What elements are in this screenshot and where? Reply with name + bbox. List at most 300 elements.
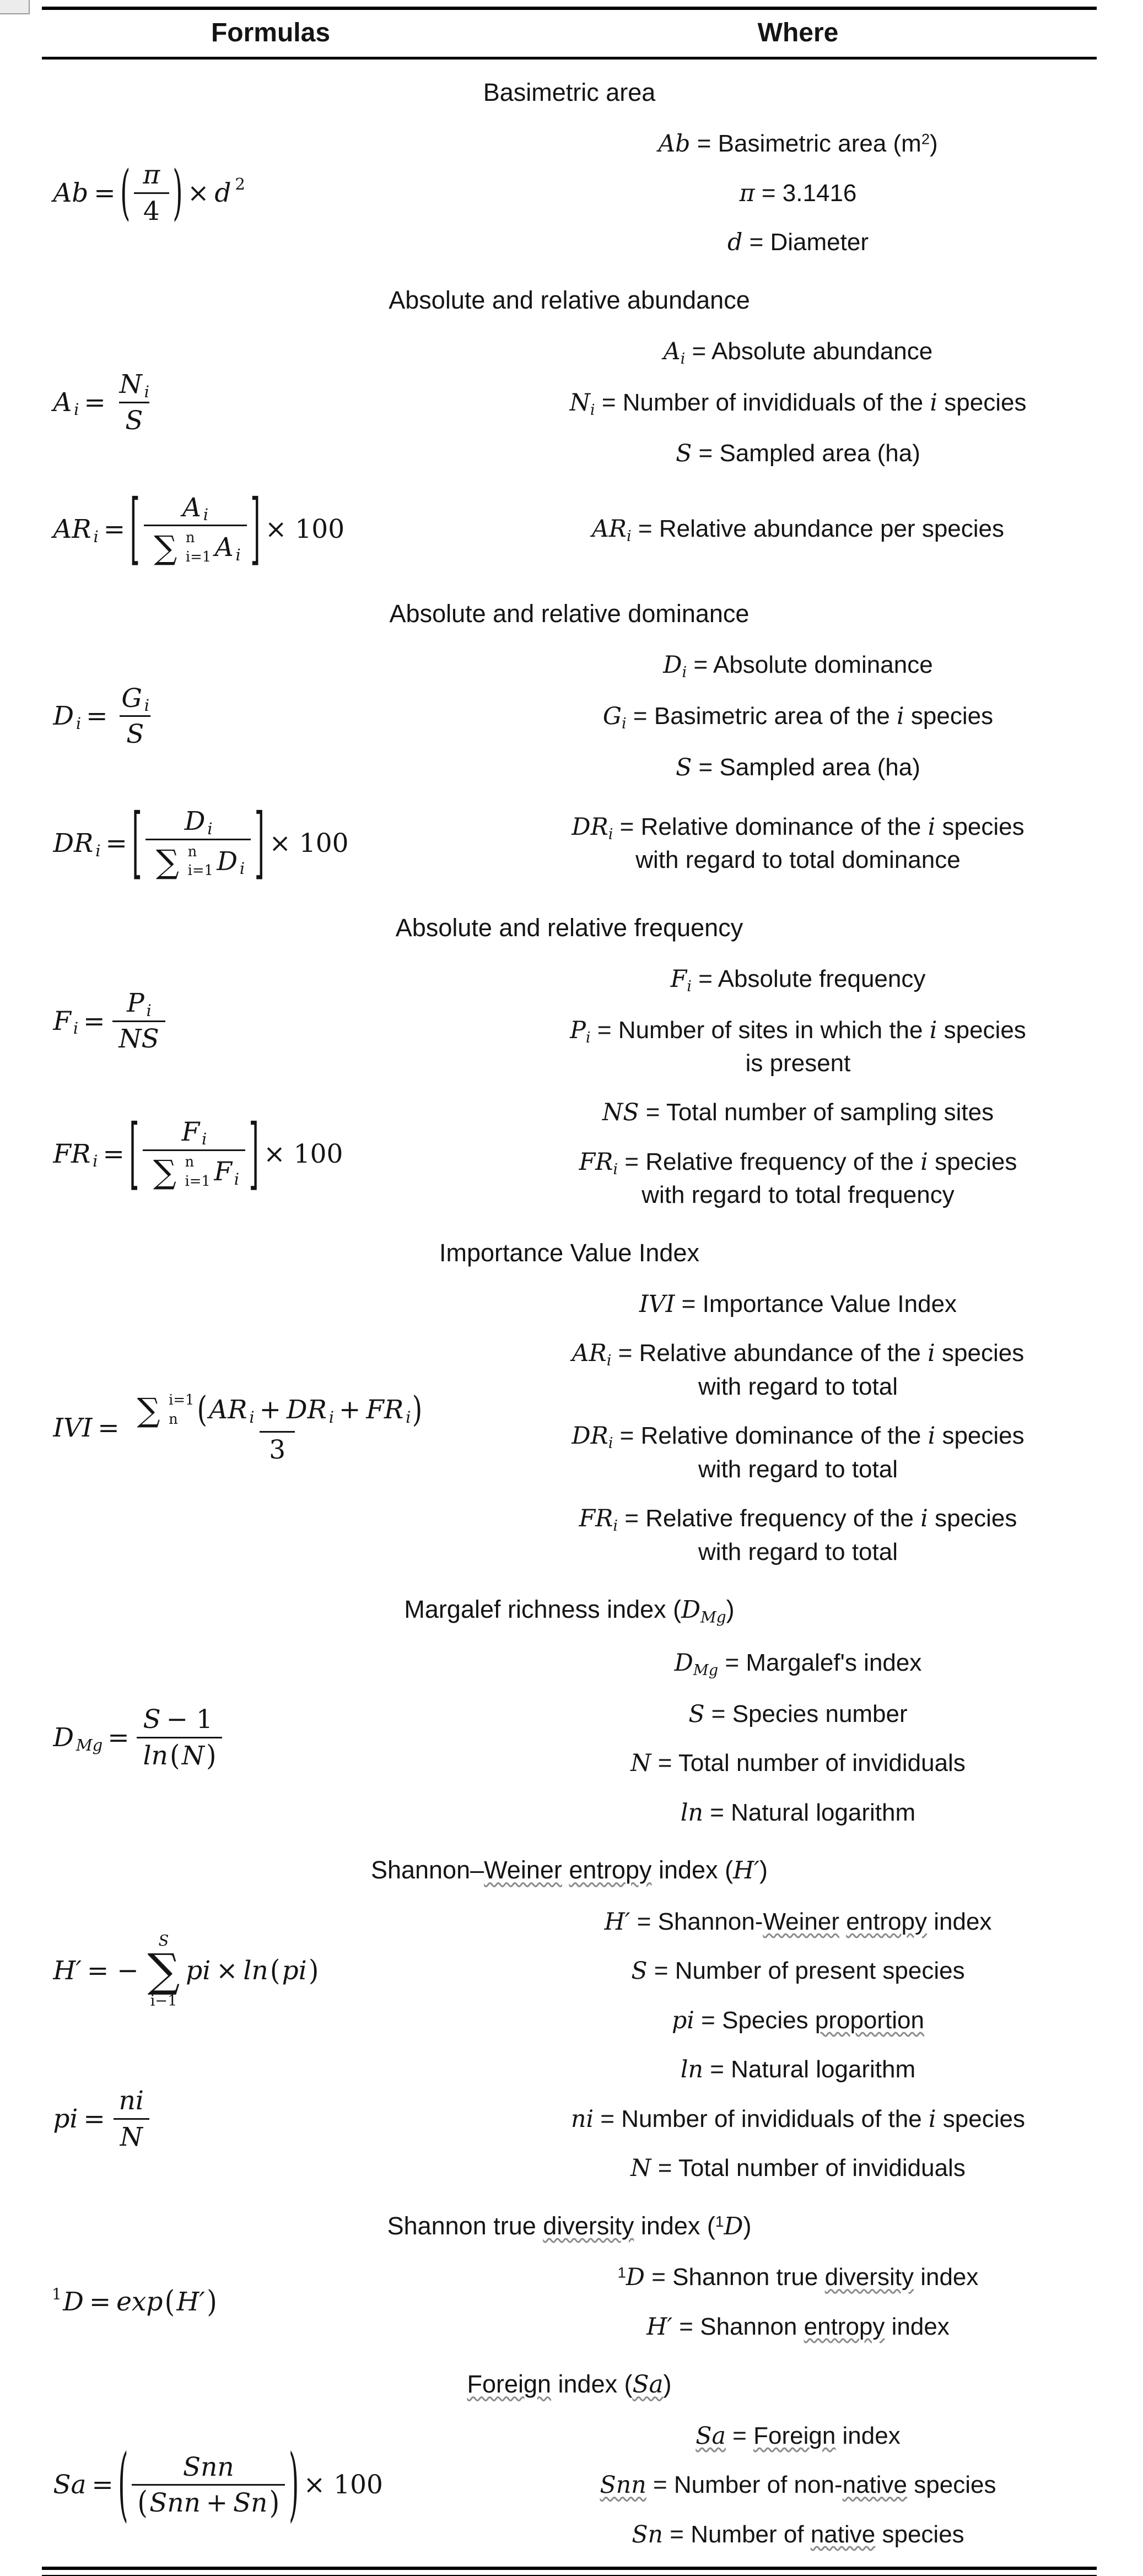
where-line <box>499 963 1097 997</box>
text-segment: i <box>920 1148 928 1176</box>
math-subscript <box>93 527 99 546</box>
text-segment <box>839 1908 846 1935</box>
where-line <box>499 1698 1097 1730</box>
section-title <box>42 2369 1097 2400</box>
where-line <box>499 811 1097 876</box>
math-base <box>180 1117 201 1147</box>
math-subscript <box>405 1408 412 1427</box>
text-segment: = Shannon true <box>645 2264 825 2291</box>
formula-where-row <box>42 119 1097 267</box>
math-operator: ∑ <box>153 1153 176 1191</box>
formulas-table <box>42 7 1097 2576</box>
where-line <box>499 336 1097 369</box>
math-variable: AR <box>53 514 91 545</box>
where-line <box>499 1647 1097 1681</box>
formula-where-row <box>42 327 1097 478</box>
math-variable: A <box>182 492 201 523</box>
math-numerator <box>137 1704 222 1735</box>
formula-cell <box>42 2071 499 2167</box>
text-segment: = Shannon- <box>630 1908 763 1935</box>
math-operator: × <box>269 828 291 858</box>
math-row <box>52 2438 387 2532</box>
formula-cell <box>42 355 499 450</box>
math-base <box>52 701 75 731</box>
math-operator: = <box>84 387 106 418</box>
math-operator: + <box>206 2488 228 2519</box>
math-scripted <box>181 493 209 523</box>
math-base <box>118 369 143 399</box>
text-segment: entropy <box>804 2313 885 2340</box>
math-big-operator <box>148 1934 180 2009</box>
math-operator: = <box>83 1006 105 1036</box>
text-segment: = Relative abundance per species <box>631 515 1004 542</box>
math-denominator <box>260 1431 295 1465</box>
math-variable: i <box>76 714 82 733</box>
math-variable: i <box>93 1152 98 1171</box>
math-fraction <box>143 1117 245 1191</box>
table-header-row <box>42 10 1097 57</box>
text-segment: i <box>613 1161 618 1179</box>
math-numerator <box>137 160 166 190</box>
math-operator: = <box>98 1412 120 1443</box>
where-cell <box>499 1279 1097 1576</box>
math-operator: = <box>94 177 116 208</box>
math-variable: i <box>144 382 149 401</box>
math-variable: S <box>143 1704 161 1735</box>
text-segment: Foreign <box>467 2370 552 2399</box>
where-cell <box>499 2411 1097 2559</box>
math-operator: × <box>216 1956 238 1986</box>
math-variable: F <box>181 1116 200 1147</box>
text-segment: proportion <box>815 2006 924 2034</box>
text-segment: = Natural logarithm <box>703 2056 916 2083</box>
math-denominator <box>120 715 150 749</box>
math-operator: ∑ <box>137 1391 160 1429</box>
text-segment: d <box>727 229 743 257</box>
math-variable: FR <box>53 1138 91 1169</box>
math-variable: H′ <box>53 1956 82 1986</box>
text-segment: species <box>937 1016 1026 1044</box>
math-base <box>365 1395 405 1425</box>
text-segment: = Total number of sampling sites <box>639 1099 994 1126</box>
where-line <box>499 1097 1097 1128</box>
formula-where-row <box>42 1088 1097 1219</box>
text-segment: species <box>935 1422 1025 1450</box>
math-fraction <box>137 1704 222 1771</box>
text-segment: = Natural logarithm <box>703 1799 916 1826</box>
math-scripted <box>52 514 99 547</box>
math-fraction <box>132 2452 285 2519</box>
math-row <box>52 369 158 436</box>
math-subscript <box>201 1130 208 1148</box>
text-segment: index <box>927 1908 992 1935</box>
math-operator: = <box>103 514 126 545</box>
formula-where-row <box>42 792 1097 895</box>
text-segment: Shannon true <box>387 2211 543 2240</box>
math-subscript <box>328 1408 335 1427</box>
math-variable: Ab <box>53 177 89 208</box>
math-operator: 2 <box>235 175 245 194</box>
math-scripted <box>215 846 246 877</box>
text-segment: Margalef richness index ( <box>404 1595 682 1623</box>
math-denominator <box>114 2118 149 2152</box>
formula-cell <box>42 1103 499 1206</box>
where-line <box>499 2519 1097 2550</box>
text-segment: i <box>626 527 632 545</box>
math-row <box>129 2452 288 2519</box>
text-segment: index ( <box>634 2211 715 2240</box>
math-subscript <box>235 546 241 564</box>
math-close-delimiter: ) <box>269 2485 280 2521</box>
table-bottom <box>42 2567 1097 2576</box>
section <box>42 1238 1097 1576</box>
math-scripted <box>52 387 80 418</box>
math-base <box>52 1139 92 1169</box>
math-operator: i−1 <box>150 1992 177 2010</box>
text-segment: D <box>663 651 682 679</box>
math-operator: n <box>169 1411 178 1428</box>
math-operator: ∑ <box>156 842 179 881</box>
math-base <box>52 514 93 544</box>
math-scripted <box>285 1395 335 1425</box>
math-variable: D <box>53 1722 74 1753</box>
math-open-delimiter: ( <box>270 1954 281 1988</box>
text-segment: Importance Value Index <box>439 1238 699 1267</box>
text-segment: i <box>621 715 627 733</box>
where-line <box>499 700 1097 734</box>
text-segment: DR <box>572 813 608 841</box>
text-segment: index <box>885 2313 950 2340</box>
math-variable: i <box>239 859 245 878</box>
text-segment: Sa <box>695 2422 726 2450</box>
text-segment: Absolute and relative frequency <box>395 913 743 942</box>
text-segment: ) <box>759 1856 768 1884</box>
math-variable: S <box>126 719 144 750</box>
formula-where-row <box>42 954 1097 1088</box>
text-segment: Ab <box>658 130 691 158</box>
math-lower-limit <box>148 1994 180 2008</box>
text-segment: i <box>929 1016 937 1044</box>
math-subscript <box>95 841 101 860</box>
text-segment: ln <box>680 2056 703 2084</box>
math-operator: = <box>89 2287 111 2318</box>
math-upper-limit <box>185 844 215 860</box>
formula <box>42 484 349 575</box>
math-subscript <box>202 505 209 524</box>
math-operator: × <box>187 177 209 208</box>
text-segment: 1 <box>715 2212 724 2230</box>
math-close-delimiter: ] <box>249 1108 259 1200</box>
math-open-delimiter: [ <box>130 484 140 575</box>
math-upper-limit <box>166 1392 197 1408</box>
math-base <box>120 683 143 714</box>
formula <box>42 2438 387 2532</box>
math-close-delimiter: ) <box>172 158 183 228</box>
math-scripted <box>365 1395 412 1425</box>
text-segment: A <box>663 337 681 365</box>
math-variable: N <box>120 2121 143 2152</box>
math-variable: H′ <box>176 2287 206 2318</box>
math-scripted <box>52 1139 99 1169</box>
math-variable: P <box>127 987 144 1018</box>
math-base <box>181 493 203 523</box>
math-subscript <box>72 1019 79 1038</box>
math-variable: pi <box>282 1956 307 1986</box>
where-line <box>499 2469 1097 2501</box>
text-segment: with regard to total <box>698 1538 898 1565</box>
math-variable: Sa <box>53 2470 87 2501</box>
where-line <box>499 513 1097 547</box>
math-row <box>52 988 169 1055</box>
math-variable: i <box>74 400 79 419</box>
where-cell <box>499 327 1097 478</box>
where-line <box>499 649 1097 683</box>
text-segment: = Number of invididuals of the <box>595 388 930 416</box>
text-segment: = Number of invididuals of the <box>594 2105 929 2132</box>
formula <box>42 2086 153 2152</box>
math-variable: i <box>328 1407 335 1427</box>
text-segment: = Absolute frequency <box>691 965 926 992</box>
math-operator: 1 <box>196 1704 213 1735</box>
text-segment: i <box>920 1505 928 1533</box>
math-base <box>52 1722 75 1753</box>
formula <box>42 1391 431 1465</box>
text-segment: 2 <box>921 130 930 148</box>
text-segment: Sn <box>632 2520 664 2548</box>
text-segment: ) <box>663 2370 672 2399</box>
formula <box>42 797 353 889</box>
text-segment: N <box>630 2154 651 2183</box>
math-scripted <box>180 1117 208 1147</box>
section <box>42 2211 1097 2352</box>
text-segment: species <box>907 2471 996 2499</box>
math-row <box>143 806 254 881</box>
math-lower-limit <box>184 549 214 565</box>
math-denominator <box>145 839 251 881</box>
math-variable: Sn <box>233 2488 268 2519</box>
math-denominator <box>137 1737 222 1771</box>
where-cell <box>499 119 1097 267</box>
text-segment: = Importance Value Index <box>675 1290 957 1317</box>
where-line <box>499 387 1097 420</box>
math-base <box>183 806 206 836</box>
text-segment: ) <box>743 2211 752 2240</box>
math-operator: 4 <box>143 196 160 226</box>
text-segment: P <box>570 1016 586 1044</box>
math-subscript <box>207 819 213 838</box>
section-title <box>42 598 1097 629</box>
math-variable: i <box>73 1019 79 1038</box>
where-line <box>499 438 1097 469</box>
text-segment: 1 <box>617 2264 626 2281</box>
formula-cell <box>42 145 499 241</box>
where-cell <box>499 802 1097 885</box>
math-variable: DR <box>53 828 94 858</box>
text-segment: species <box>875 2520 964 2548</box>
math-fraction <box>112 988 166 1055</box>
formula-where-row <box>42 1897 1097 2045</box>
math-fraction <box>113 369 155 436</box>
math-side-limits <box>185 843 215 881</box>
math-operator: × <box>303 2470 326 2501</box>
math-variable: S <box>125 405 143 436</box>
math-row <box>52 484 349 575</box>
section <box>42 1855 1097 2192</box>
where-cell <box>499 2045 1097 2192</box>
text-segment: S <box>631 1957 648 1985</box>
math-scripted <box>183 806 213 836</box>
corner-artifact <box>0 0 30 14</box>
math-scripted <box>132 1391 196 1429</box>
math-operator: 100 <box>299 828 349 858</box>
math-variable: NS <box>118 1024 159 1055</box>
math-variable: i <box>249 1407 255 1427</box>
math-base <box>151 843 185 881</box>
math-variable: N <box>181 1740 204 1771</box>
text-segment: i <box>928 2105 936 2133</box>
text-segment: i <box>687 978 692 996</box>
where-line <box>499 752 1097 783</box>
math-operator: i=1 <box>185 548 212 565</box>
text-segment: = Sampled area (ha) <box>692 753 920 781</box>
math-variable: N <box>119 369 142 400</box>
math-variable: D <box>184 806 206 837</box>
math-variable: i <box>234 1169 240 1189</box>
where-line <box>499 1337 1097 1402</box>
text-segment: i <box>928 1422 936 1450</box>
math-variable: A <box>53 387 72 418</box>
math-operator: 100 <box>295 514 345 545</box>
math-row <box>52 1934 319 2009</box>
text-segment: D <box>681 1595 701 1624</box>
formula-where-row <box>42 478 1097 581</box>
math-numerator <box>120 988 157 1018</box>
where-line <box>499 1146 1097 1211</box>
text-segment: Foreign <box>753 2422 836 2449</box>
math-operator: i=1 <box>169 1392 195 1409</box>
math-variable: D <box>217 846 238 877</box>
text-segment: S <box>676 753 692 781</box>
text-segment: FR <box>579 1505 613 1533</box>
math-scripted <box>208 1395 255 1425</box>
where-cell <box>499 1897 1097 2045</box>
text-segment: i <box>613 1517 618 1535</box>
text-segment: D <box>626 2264 645 2292</box>
math-row <box>175 2287 206 2317</box>
math-variable: Mg <box>76 1735 103 1754</box>
math-base <box>215 846 239 877</box>
text-segment: Mg <box>693 1662 719 1679</box>
text-segment: i <box>930 388 938 417</box>
math-numerator <box>113 369 155 399</box>
section-title <box>42 1238 1097 1268</box>
math-variable: ln <box>243 1956 268 1986</box>
math-variable: F <box>53 1006 71 1036</box>
math-variable: π <box>143 160 160 191</box>
where-line <box>499 2420 1097 2451</box>
math-close-delimiter: ) <box>207 2285 217 2320</box>
text-segment: H′ <box>733 1856 760 1885</box>
text-segment: = Absolute abundance <box>685 337 933 365</box>
text-segment: N <box>630 1749 651 1778</box>
formula-cell <box>42 478 499 581</box>
text-segment: ) <box>930 130 938 158</box>
text-segment: Snn <box>600 2471 646 2499</box>
math-open-delimiter: [ <box>132 797 142 889</box>
math-upper-limit <box>184 530 214 546</box>
formula-cell <box>42 1919 499 2023</box>
math-row <box>141 493 250 567</box>
math-subscript <box>239 859 245 878</box>
math-variable: i <box>202 1130 207 1149</box>
math-variable: i <box>406 1407 411 1427</box>
math-base <box>52 1006 72 1036</box>
text-segment: index ( <box>551 2370 633 2399</box>
sections <box>42 60 1097 2567</box>
math-lower-limit <box>182 1174 213 1189</box>
formula-cell <box>42 1690 499 1785</box>
text-segment: native <box>810 2520 876 2548</box>
text-segment <box>562 1856 569 1884</box>
text-segment: = 3.1416 <box>754 179 857 207</box>
text-segment: = Relative dominance of the <box>613 1422 928 1450</box>
text-segment: = Relative abundance of the <box>611 1340 928 1367</box>
text-segment: D <box>724 2212 743 2240</box>
text-segment: index <box>913 2264 979 2291</box>
formula <box>42 1704 225 1771</box>
math-variable: AR <box>209 1395 247 1425</box>
math-operator: − <box>117 1956 139 1986</box>
formula-cell <box>42 2438 499 2533</box>
text-segment: pi <box>671 2006 694 2034</box>
text-segment: = Relative frequency of the <box>618 1148 921 1175</box>
math-base <box>126 988 145 1018</box>
math-variable: ni <box>118 2086 144 2116</box>
math-fraction <box>115 683 155 750</box>
column-header-where: Where <box>757 18 839 47</box>
math-numerator <box>127 1391 428 1429</box>
math-side-limits <box>182 1153 213 1191</box>
math-operator: 100 <box>293 1138 343 1169</box>
math-variable: Snn <box>149 2488 201 2519</box>
math-row <box>52 1108 347 1200</box>
math-variable: d <box>214 177 231 208</box>
where-line <box>499 1906 1097 1937</box>
math-row <box>148 2488 269 2518</box>
where-line <box>499 226 1097 258</box>
where-line <box>499 1797 1097 1828</box>
math-variable: i <box>146 1001 152 1020</box>
text-segment: Basimetric area <box>483 78 656 106</box>
text-segment: DR <box>572 1422 608 1450</box>
math-variable: A <box>214 532 234 563</box>
math-row <box>52 1704 225 1771</box>
section-title <box>42 1594 1097 1627</box>
section <box>42 598 1097 894</box>
math-base <box>149 528 182 566</box>
math-fraction <box>144 493 247 567</box>
section-title <box>42 2211 1097 2242</box>
math-open-delimiter: [ <box>129 1108 139 1200</box>
where-line <box>499 2311 1097 2342</box>
math-scripted <box>148 1153 213 1191</box>
math-base <box>213 532 235 563</box>
where-cell <box>499 1638 1097 1837</box>
text-segment: = <box>725 2422 754 2449</box>
math-close-delimiter: ) <box>309 1954 319 1988</box>
math-lower-limit <box>166 1412 197 1427</box>
text-segment: i <box>680 350 686 368</box>
